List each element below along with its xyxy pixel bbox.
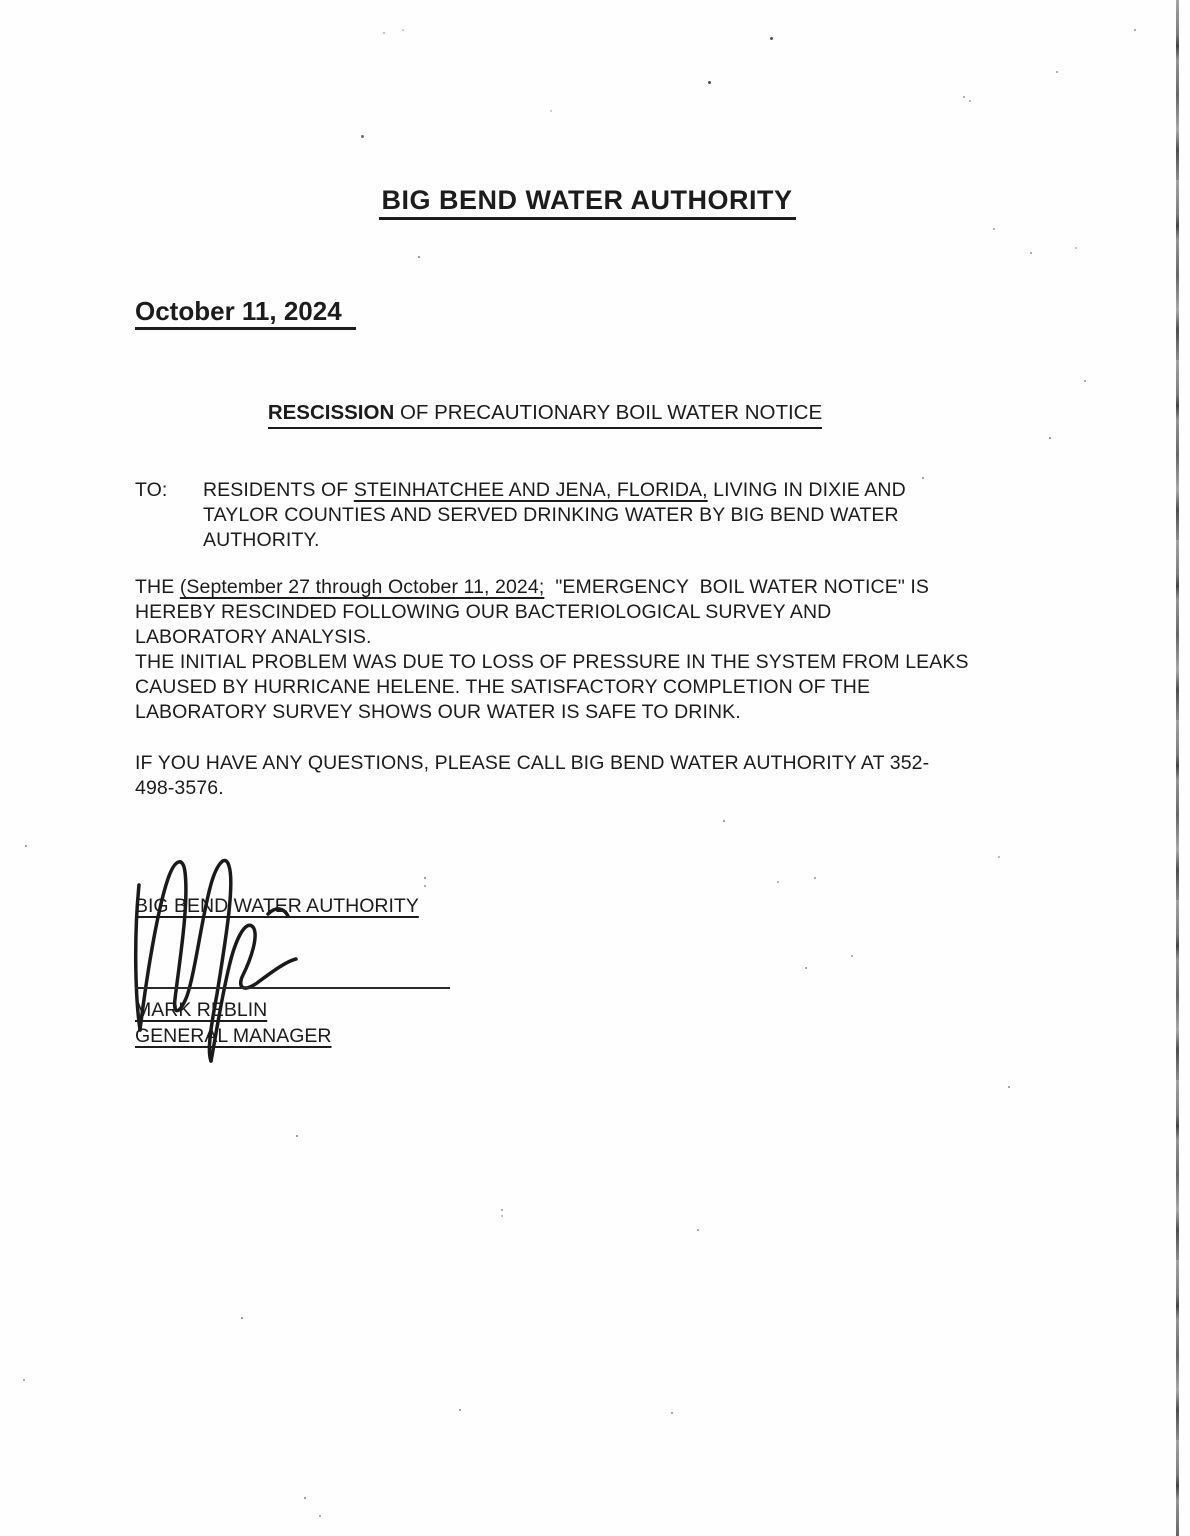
signature-name-block [135, 997, 332, 1049]
scan-noise-speck [998, 856, 1000, 858]
scan-noise-speck [1008, 1086, 1010, 1088]
scan-noise-speck [697, 1229, 699, 1231]
scan-noise-speck [1075, 247, 1077, 249]
scan-noise-speck [501, 1209, 503, 1211]
scan-noise-speck [25, 845, 27, 847]
scan-noise-speck [319, 1515, 321, 1517]
scan-noise-speck [805, 967, 807, 969]
letter-subject-heading-text [268, 401, 822, 429]
signature-org-text: BIG BEND WATER AUTHORITY [135, 895, 419, 917]
scan-noise-speck [424, 885, 426, 887]
scan-noise-speck [723, 820, 725, 822]
letter-date [135, 296, 356, 327]
scanner-edge-artifact [1176, 0, 1179, 1536]
signature-rule-line [135, 987, 450, 989]
scan-noise-speck [671, 1412, 673, 1414]
letter-org-title [0, 185, 1174, 216]
signer-name: MARK REBLIN [135, 999, 268, 1021]
scan-noise-speck [1134, 29, 1136, 31]
letter-subject-heading [0, 401, 1090, 425]
scan-noise-speck [814, 877, 816, 879]
signer-title: GENERAL MANAGER [135, 1025, 332, 1047]
scan-noise-speck [708, 81, 711, 84]
to-label: TO: [135, 479, 168, 501]
scan-noise-speck [361, 135, 364, 138]
letter-date-text: October 11, 2024 [135, 296, 356, 330]
scan-noise-speck [963, 96, 965, 98]
heading-bold-word: RESCISSION [267, 401, 395, 424]
scan-noise-speck [969, 100, 971, 102]
scan-noise-speck [402, 29, 404, 31]
scan-noise-speck [296, 1135, 298, 1137]
scan-noise-speck [1084, 380, 1086, 382]
scan-noise-speck [922, 477, 924, 479]
closing-paragraph: IF YOU HAVE ANY QUESTIONS, PLEASE CALL BIG BEND WATER AUTHORITY AT 352- 498-3576. [135, 752, 930, 799]
scan-noise-speck [1030, 252, 1032, 254]
scan-noise-speck [459, 1409, 461, 1411]
scan-noise-speck [241, 1317, 243, 1319]
recipient-block [135, 478, 906, 553]
scan-noise-speck [418, 256, 420, 258]
scan-noise-speck [777, 881, 779, 883]
scan-noise-speck [23, 1379, 25, 1381]
scan-noise-speck [383, 32, 385, 34]
scan-noise-speck [550, 110, 552, 112]
recipient-text: RESIDENTS OF STEINHATCHEE AND JENA, FLORIDA, LIVING IN DIXIE AND TAYLOR COUNTIES AND SERVED DRINKING WATER BY BIG BEND WATER AUTHORITY. [203, 479, 906, 551]
body-paragraph: THE (September 27 through October 11, 2024; "EMERGENCY BOIL WATER NOTICE" IS HEREBY RESCINDED FOLLOWING OUR BACTERIOLOGICAL SURVEY AND LABORATORY ANALYSIS. THE INITIAL PROBLEM WAS DUE TO LOSS OF PRESSURE IN THE SYSTEM FROM LEAKS CAUSED BY HURRICANE HELENE. THE SATISFACTORY COMPLETION OF THE LABORATORY SURVEY SHOWS OUR WATER IS SAFE TO DRINK. [135, 576, 969, 723]
scan-noise-speck [501, 1215, 503, 1217]
heading-rest-text: OF PRECAUTIONARY BOIL WATER NOTICE [394, 401, 823, 424]
scan-noise-speck [1056, 71, 1058, 73]
scan-noise-speck [770, 37, 773, 40]
scan-noise-speck [851, 955, 853, 957]
scan-noise-speck [1049, 437, 1051, 439]
scan-noise-speck [993, 228, 995, 230]
letter-org-title-text: BIG BEND WATER AUTHORITY [379, 185, 796, 220]
scan-noise-speck [424, 877, 426, 879]
scan-noise-speck [304, 1497, 306, 1499]
